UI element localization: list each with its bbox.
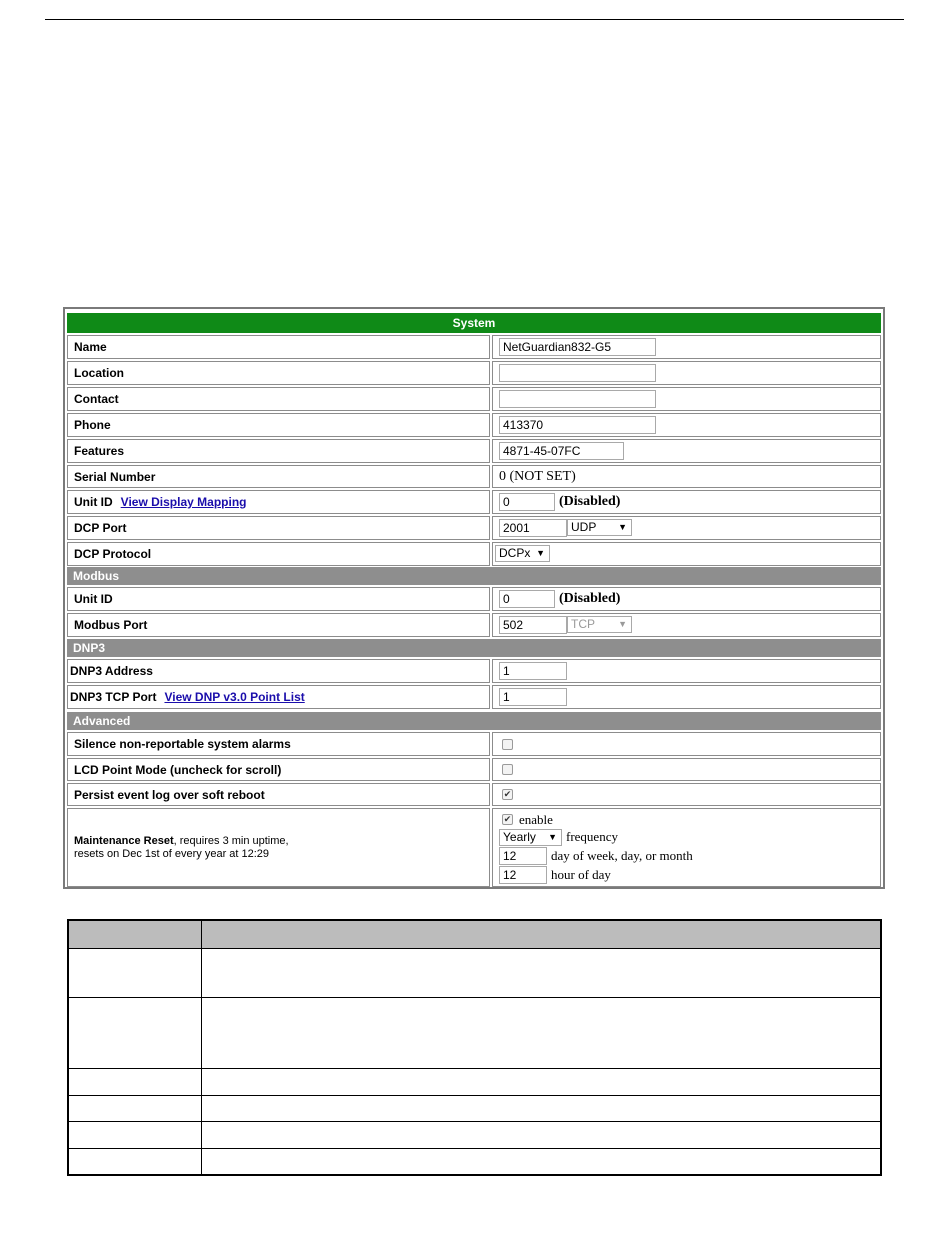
advanced-header-label: Advanced: [73, 714, 131, 728]
location-row: [67, 361, 881, 385]
features-row: [67, 439, 881, 463]
location-input[interactable]: [499, 364, 656, 382]
maintenance-frequency-label: frequency: [566, 829, 618, 844]
unit-id-label: Unit ID: [74, 495, 113, 509]
lcd-point-mode-row: [67, 758, 881, 781]
chevron-down-icon: ▼: [536, 548, 545, 558]
dcp-port-label: DCP Port: [74, 521, 127, 535]
unit-id-input[interactable]: 0: [499, 493, 555, 511]
maintenance-enable-checkbox[interactable]: [502, 814, 513, 825]
serial-row: [67, 465, 881, 488]
description-table: [67, 919, 882, 1176]
dnp3-tcp-port-input[interactable]: 1: [499, 688, 567, 706]
phone-input[interactable]: 413370: [499, 416, 656, 434]
system-header-label: System: [452, 316, 496, 330]
serial-value: 0 (NOT SET): [499, 469, 576, 484]
view-display-mapping-link[interactable]: View Display Mapping: [120, 495, 247, 509]
modbus-port-row: [67, 613, 881, 637]
chevron-down-icon: ▼: [548, 832, 557, 842]
features-input[interactable]: 4871-45-07FC: [499, 442, 624, 460]
phone-label: Phone: [74, 418, 111, 432]
contact-input[interactable]: [499, 390, 656, 408]
description-table-header: [69, 921, 880, 948]
table-row: [69, 1121, 880, 1122]
chevron-down-icon: ▼: [618, 522, 627, 532]
modbus-port-label: Modbus Port: [74, 618, 148, 632]
dcp-protocol-row: [67, 542, 881, 566]
name-row: [67, 335, 881, 359]
page-top-rule: [45, 19, 904, 20]
dcp-port-protocol-select[interactable]: UDP ▼: [567, 519, 632, 536]
contact-row: [67, 387, 881, 411]
silence-alarms-label: Silence non-reportable system alarms: [74, 737, 291, 751]
dcp-protocol-label: DCP Protocol: [74, 547, 152, 561]
unit-id-status: (Disabled): [559, 494, 621, 509]
modbus-unit-id-row: [67, 587, 881, 611]
table-row: [69, 1095, 880, 1096]
maintenance-reset-label: Maintenance Reset, requires 3 min uptime, resets on Dec 1st of every year at 12:29: [74, 835, 289, 860]
name-label: Name: [74, 340, 107, 354]
maintenance-frequency-select[interactable]: Yearly ▼: [499, 829, 562, 846]
dnp3-section-header: [67, 639, 881, 657]
dnp3-header-label: DNP3: [73, 641, 106, 655]
system-section-header: [67, 313, 881, 333]
dnp3-tcp-port-row: [67, 685, 881, 709]
dnp3-tcp-port-label: DNP3 TCP Port: [70, 690, 157, 704]
maintenance-day-input[interactable]: 12: [499, 847, 547, 865]
checkmark-icon: ✔: [503, 814, 512, 824]
dnp3-address-input[interactable]: 1: [499, 662, 567, 680]
lcd-point-mode-label: LCD Point Mode (uncheck for scroll): [74, 762, 282, 777]
dcp-port-row: [67, 516, 881, 540]
dcp-protocol-select[interactable]: DCPx ▼: [495, 545, 550, 562]
system-settings-panel: [63, 307, 885, 889]
modbus-section-header: [67, 567, 881, 585]
maintenance-hour-label: hour of day: [551, 867, 611, 882]
dcp-port-input[interactable]: 2001: [499, 519, 567, 537]
table-column-divider: [201, 921, 202, 1174]
silence-alarms-row: [67, 732, 881, 756]
maintenance-enable-label: enable: [519, 812, 553, 827]
location-label: Location: [74, 366, 124, 380]
dnp3-address-label: DNP3 Address: [70, 664, 153, 678]
persist-event-log-row: [67, 783, 881, 806]
advanced-section-header: [67, 712, 881, 730]
lcd-point-mode-checkbox[interactable]: [502, 764, 513, 775]
persist-event-log-checkbox[interactable]: [502, 789, 513, 800]
maintenance-day-label: day of week, day, or month: [551, 848, 693, 863]
table-row: [69, 1068, 880, 1069]
modbus-unit-id-label: Unit ID: [74, 592, 113, 606]
modbus-header-label: Modbus: [73, 569, 119, 583]
table-row: [69, 1148, 880, 1149]
features-label: Features: [74, 444, 125, 458]
table-row: [69, 997, 880, 998]
modbus-port-protocol-select[interactable]: TCP ▼: [567, 616, 632, 633]
phone-row: [67, 413, 881, 437]
dnp3-address-row: [67, 659, 881, 683]
chevron-down-icon: ▼: [618, 619, 627, 629]
modbus-port-input[interactable]: 502: [499, 616, 567, 634]
maintenance-reset-row: [67, 808, 881, 887]
modbus-unit-id-status: (Disabled): [559, 591, 621, 606]
table-row: [69, 948, 880, 949]
persist-event-log-label: Persist event log over soft reboot: [74, 787, 265, 802]
maintenance-hour-input[interactable]: 12: [499, 866, 547, 884]
unit-id-row: [67, 490, 881, 514]
view-dnp-point-list-link[interactable]: View DNP v3.0 Point List: [164, 690, 305, 704]
name-input[interactable]: NetGuardian832-G5: [499, 338, 656, 356]
contact-label: Contact: [74, 392, 119, 406]
silence-alarms-checkbox[interactable]: [502, 739, 513, 750]
modbus-unit-id-input[interactable]: 0: [499, 590, 555, 608]
checkmark-icon: ✔: [503, 789, 512, 799]
serial-label: Serial Number: [74, 469, 156, 484]
